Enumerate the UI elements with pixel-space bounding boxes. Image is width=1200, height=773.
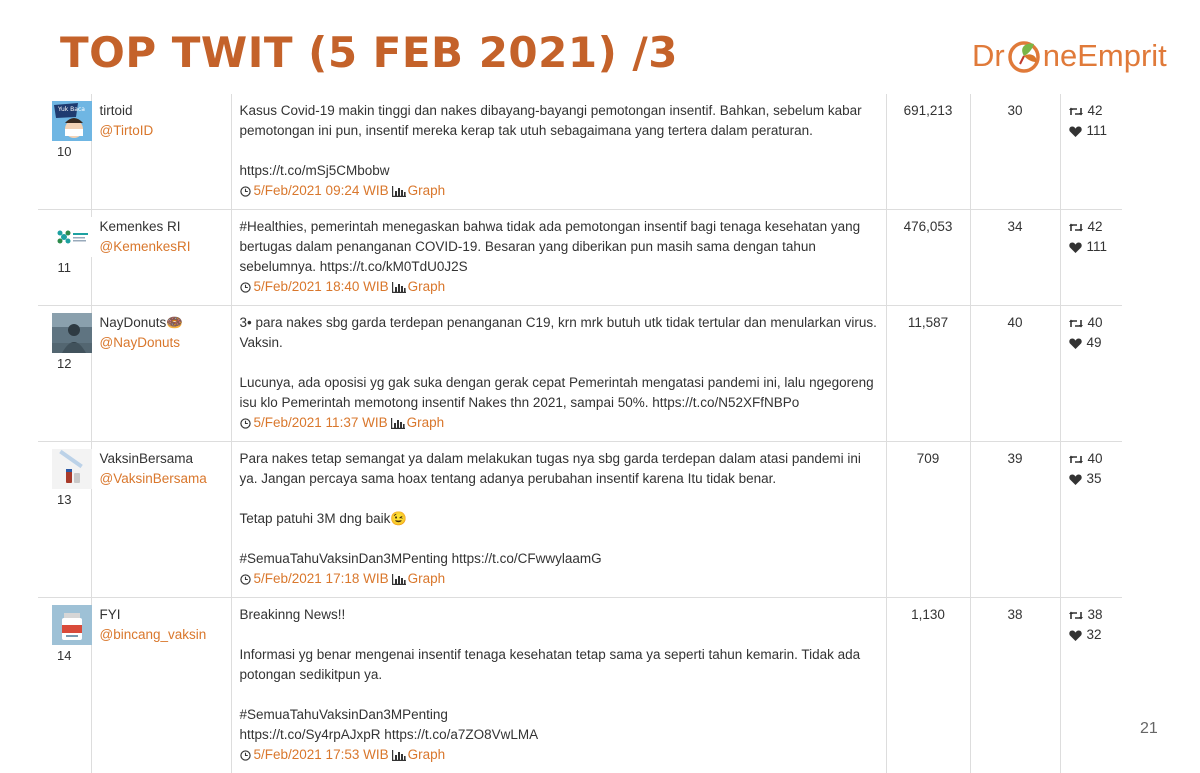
followers-cell: 476,053 xyxy=(886,210,970,306)
followers-cell: 709 xyxy=(886,442,970,598)
graph-link[interactable] xyxy=(391,413,445,433)
author-handle-link[interactable]: @VaksinBersama xyxy=(100,471,207,486)
heart-icon[interactable] xyxy=(1069,630,1082,641)
author-name: FYI xyxy=(100,605,223,625)
retweet-count: 42 xyxy=(1069,217,1115,237)
rank-number: 11 xyxy=(46,258,83,278)
graph-label: Graph xyxy=(407,413,445,433)
author-name: VaksinBersama xyxy=(100,449,223,469)
reactions-cell xyxy=(1060,210,1122,306)
retweet-icon[interactable] xyxy=(1069,610,1083,621)
tweet-text-line: #Healthies, pemerintah menegaskan bahwa tidak ada pemotongan insentif bagi tenaga kesehatan yang bertugas dalam penanganan COVID-19. Besaran yang diberikan pun masih sama dengan tahun sebelumnya. https://t.co/kM0TdU0J2S xyxy=(240,217,878,277)
tweet-content-cell xyxy=(231,306,886,442)
rank-number: 10 xyxy=(46,142,83,162)
fyi-avatar[interactable] xyxy=(52,605,92,645)
rank-cell xyxy=(38,598,91,773)
graph-link[interactable] xyxy=(392,181,446,201)
rank-number: 13 xyxy=(46,490,83,510)
tweet-row xyxy=(38,598,1122,773)
score-cell: 39 xyxy=(970,442,1060,598)
tweets-table xyxy=(38,94,1122,773)
logo-text-dr: Dr xyxy=(972,38,1005,74)
rank-cell xyxy=(38,306,91,442)
tweet-text-line: Tetap patuhi 3M dng baik😉 xyxy=(240,509,878,529)
naydonuts-avatar[interactable] xyxy=(52,313,92,353)
heart-icon[interactable] xyxy=(1069,338,1082,349)
followers-cell: 1,130 xyxy=(886,598,970,773)
bar-chart-icon xyxy=(391,418,405,429)
reactions-cell xyxy=(1060,598,1122,773)
graph-link[interactable] xyxy=(392,277,446,297)
author-handle-link[interactable]: @NayDonuts xyxy=(100,335,181,350)
tweet-meta xyxy=(240,277,878,297)
like-count: 35 xyxy=(1069,469,1115,489)
tweet-timestamp-link[interactable]: 5/Feb/2021 18:40 WIB xyxy=(254,277,389,297)
retweet-icon[interactable] xyxy=(1069,318,1083,329)
tweet-timestamp-link[interactable]: 5/Feb/2021 09:24 WIB xyxy=(254,181,389,201)
tweet-timestamp-link[interactable]: 5/Feb/2021 17:53 WIB xyxy=(254,745,389,765)
author-cell xyxy=(91,210,231,306)
tweet-row xyxy=(38,210,1122,306)
bar-chart-icon xyxy=(392,282,406,293)
svg-text:Yuk Baca: Yuk Baca xyxy=(57,106,85,113)
drone-logo-icon xyxy=(1006,38,1042,74)
score-cell: 40 xyxy=(970,306,1060,442)
graph-label: Graph xyxy=(408,181,446,201)
retweet-count: 42 xyxy=(1069,101,1115,121)
retweet-icon[interactable] xyxy=(1069,222,1083,233)
followers-cell: 691,213 xyxy=(886,94,970,210)
tweet-text-line: Informasi yg benar mengenai insentif tenaga kesehatan tetap sama ya seperti tahun kemarin. Tidak ada potongan sedikitpun ya. xyxy=(240,645,878,685)
vaksinbersama-avatar[interactable] xyxy=(52,449,92,489)
tweet-text-line: #SemuaTahuVaksinDan3MPenting https://t.co/CFwwylaamG xyxy=(240,549,878,569)
tweet-text-line xyxy=(240,141,878,161)
tweet-text-line: Lucunya, ada oposisi yg gak suka dengan gerak cepat Pemerintah mengatasi pandemi ini, lalu ngegoreng isu klo Pemerintah memotong insentif Nakes thn 2021, sampai 50%. https://t.co/N52XFfNBPo xyxy=(240,373,878,413)
retweet-count: 40 xyxy=(1069,449,1115,469)
like-count: 32 xyxy=(1069,625,1115,645)
tweet-content-cell xyxy=(231,442,886,598)
tweet-text-line xyxy=(240,529,878,549)
heart-icon[interactable] xyxy=(1069,242,1082,253)
tweet-text-line xyxy=(240,685,878,705)
tweet-row xyxy=(38,306,1122,442)
reactions-cell xyxy=(1060,442,1122,598)
tweet-content-cell xyxy=(231,94,886,210)
like-count: 111 xyxy=(1069,237,1115,257)
author-name: NayDonuts🍩 xyxy=(100,313,223,333)
tweet-text-line: Para nakes tetap semangat ya dalam melakukan tugas nya sbg garda terdepan dalam atasi pandemi ini ya. Jangan percaya sama hoax tentang adanya perubahan insentif karena Itu tidak benar. xyxy=(240,449,878,489)
tweet-text-line xyxy=(240,625,878,645)
rank-number: 12 xyxy=(46,354,83,374)
tweet-meta xyxy=(240,181,878,201)
tweet-text-line xyxy=(240,353,878,373)
heart-icon[interactable] xyxy=(1069,126,1082,137)
rank-cell xyxy=(38,442,91,598)
clock-icon xyxy=(240,574,251,585)
bar-chart-icon xyxy=(392,186,406,197)
author-handle-link[interactable]: @TirtoID xyxy=(100,123,154,138)
author-cell xyxy=(91,94,231,210)
tweet-meta xyxy=(240,745,878,765)
graph-label: Graph xyxy=(408,277,446,297)
reactions-cell xyxy=(1060,94,1122,210)
tweet-text-line: https://t.co/mSj5CMbobw xyxy=(240,161,878,181)
page-number: 21 xyxy=(1140,720,1158,738)
page-title: TOP TWIT (5 FEB 2021) /3 xyxy=(60,28,678,77)
retweet-icon[interactable] xyxy=(1069,454,1083,465)
author-name: Kemenkes RI xyxy=(100,217,223,237)
rank-number: 14 xyxy=(46,646,83,666)
tweet-row xyxy=(38,94,1122,210)
heart-icon[interactable] xyxy=(1069,474,1082,485)
tweet-text-line: Kasus Covid-19 makin tinggi dan nakes dibayang-bayangi pemotongan insentif. Bahkan, sebelum kabar pemotongan ini pun, insentif mereka kerap tak utuh sebagaimana yang tertera dalam peraturan. xyxy=(240,101,878,141)
retweet-icon[interactable] xyxy=(1069,106,1083,117)
score-cell: 38 xyxy=(970,598,1060,773)
tweet-text-line xyxy=(240,489,878,509)
clock-icon xyxy=(240,186,251,197)
like-count: 111 xyxy=(1069,121,1115,141)
kemenkes-avatar[interactable] xyxy=(52,217,92,257)
graph-link[interactable] xyxy=(392,569,446,589)
retweet-count: 40 xyxy=(1069,313,1115,333)
rank-cell xyxy=(38,94,91,210)
like-count: 49 xyxy=(1069,333,1115,353)
tweet-row xyxy=(38,442,1122,598)
followers-cell: 11,587 xyxy=(886,306,970,442)
graph-label: Graph xyxy=(408,745,446,765)
logo-text-emprit: neEmprit xyxy=(1043,38,1167,74)
score-cell: 30 xyxy=(970,94,1060,210)
clock-icon xyxy=(240,282,251,293)
clock-icon xyxy=(240,418,251,429)
tweet-timestamp-link[interactable]: 5/Feb/2021 11:37 WIB xyxy=(254,413,388,433)
tweet-content-cell xyxy=(231,598,886,773)
tweet-text-line: Breakinng News!! xyxy=(240,605,878,625)
tirto-avatar[interactable] xyxy=(52,101,92,141)
retweet-count: 38 xyxy=(1069,605,1115,625)
author-cell xyxy=(91,598,231,773)
tweet-timestamp-link[interactable]: 5/Feb/2021 17:18 WIB xyxy=(254,569,389,589)
graph-link[interactable] xyxy=(392,745,446,765)
rank-cell xyxy=(38,210,91,306)
tweet-meta xyxy=(240,413,878,433)
score-cell: 34 xyxy=(970,210,1060,306)
author-cell xyxy=(91,442,231,598)
tweet-text-line: 3• para nakes sbg garda terdepan penanganan C19, krn mrk butuh utk tidak tertular dan menularkan virus. Vaksin. xyxy=(240,313,878,353)
author-cell xyxy=(91,306,231,442)
tweet-text-line: #SemuaTahuVaksinDan3MPenting xyxy=(240,705,878,725)
author-handle-link[interactable]: @KemenkesRI xyxy=(100,239,191,254)
bar-chart-icon xyxy=(392,750,406,761)
tweet-meta xyxy=(240,569,878,589)
reactions-cell xyxy=(1060,306,1122,442)
drone-emprit-logo xyxy=(972,28,1182,84)
tweet-content-cell xyxy=(231,210,886,306)
bar-chart-icon xyxy=(392,574,406,585)
graph-label: Graph xyxy=(408,569,446,589)
author-handle-link[interactable]: @bincang_vaksin xyxy=(100,627,207,642)
clock-icon xyxy=(240,750,251,761)
author-name: tirtoid xyxy=(100,101,223,121)
tweet-text-line: https://t.co/Sy4rpAJxpR https://t.co/a7ZO8VwLMA xyxy=(240,725,878,745)
